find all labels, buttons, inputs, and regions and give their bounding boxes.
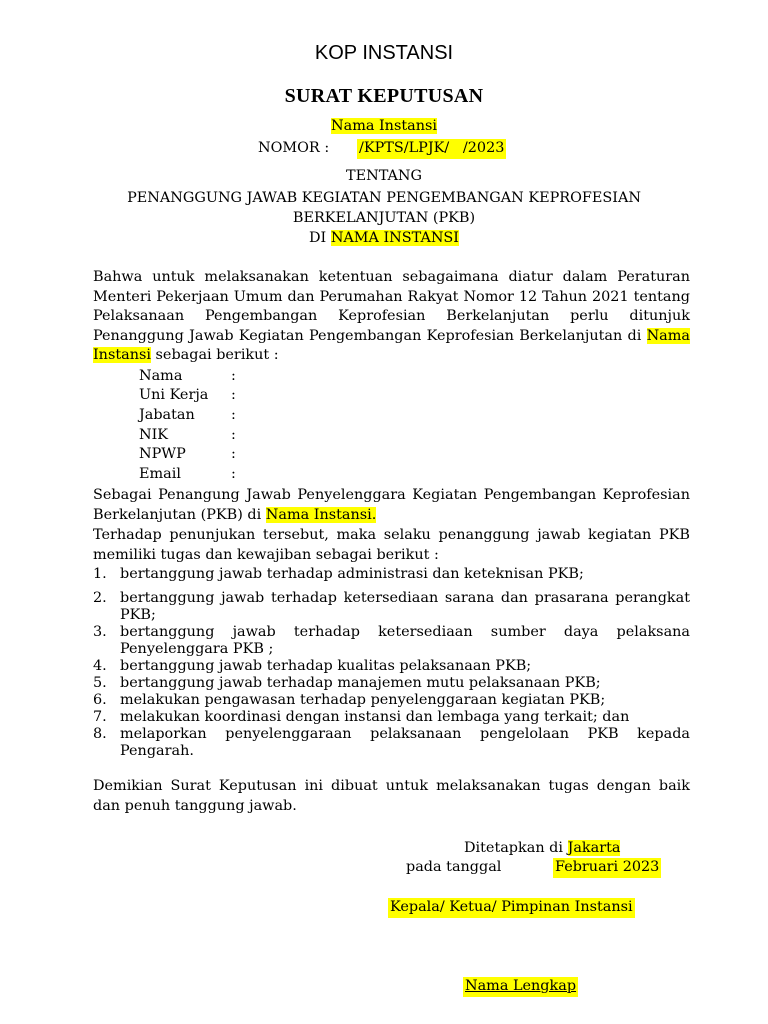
list-item: melakukan pengawasan terhadap penyelenggaraan kegiatan PKB;: [120, 692, 606, 708]
field-colon: :: [231, 446, 236, 462]
field-label-nik: NIK: [139, 427, 169, 443]
nomor-label: NOMOR :: [258, 140, 330, 156]
field-label-npwp: NPWP: [139, 446, 186, 462]
field-label-unit: Uni Kerja: [139, 387, 209, 403]
subject-line-1: PENANGGUNG JAWAB KEGIATAN PENGEMBANGAN KEPROFESIAN: [127, 190, 641, 206]
subject-location: [0, 230, 768, 246]
role-paragraph: [93, 486, 690, 525]
closing-paragraph: Demikian Surat Keputusan ini dibuat untuk melaksanakan tugas dengan baik dan penuh tanggung jawab.: [93, 778, 690, 814]
tentang-label: TENTANG: [346, 168, 422, 184]
list-number: 6.: [93, 692, 107, 708]
place-value: Jakarta: [567, 840, 621, 856]
letterhead-title: KOP INSTANSI: [314, 42, 454, 64]
field-colon: :: [231, 427, 236, 443]
nomor-value: /KPTS/LPJK/ /2023: [357, 139, 506, 159]
intro-paragraph: [93, 268, 690, 366]
signatory-position: Kepala/ Ketua/ Pimpinan Instansi: [388, 898, 635, 918]
field-label-nama: Nama: [139, 368, 183, 384]
role-institution: Nama Instansi.: [265, 506, 377, 523]
list-item: bertanggung jawab terhadap ketersediaan sumber daya pelaksana Penyelenggara PKB ;: [120, 624, 690, 657]
list-number: 4.: [93, 658, 107, 674]
list-item: bertanggung jawab terhadap administrasi dan keteknisan PKB;: [120, 566, 584, 582]
di-institution: NAMA INSTANSI: [330, 230, 459, 246]
institution-line: [0, 118, 768, 134]
document-title: SURAT KEPUTUSAN: [284, 85, 484, 107]
field-colon: :: [231, 387, 236, 403]
signature-place: [464, 839, 620, 859]
field-colon: :: [231, 368, 236, 384]
list-item: bertanggung jawab terhadap kualitas pelaksanaan PKB;: [120, 658, 532, 674]
field-label-jabatan: Jabatan: [139, 407, 195, 423]
intro-suffix: sebagai berikut :: [155, 347, 279, 363]
list-number: 7.: [93, 709, 107, 725]
signatory-name: Nama Lengkap: [463, 977, 578, 997]
intro-text: Bahwa untuk melaksanakan ketentuan sebagaimana diatur dalam Peraturan Menteri Pekerjaan Umum dan Perumahan Rakyat Nomor 12 Tahun 2021 tentang Pelaksanaan Pengembangan Keprofesian Berkelanjutan perlu ditunjuk Penanggung Jawab Kegiatan Pengembangan Keprofesian Berkelanjutan di: [93, 269, 690, 344]
list-item: bertanggung jawab terhadap manajemen mutu pelaksanaan PKB;: [120, 675, 601, 691]
place-label: Ditetapkan di: [464, 840, 563, 856]
date-label: pada tanggal: [406, 859, 502, 875]
field-label-email: Email: [139, 466, 181, 482]
list-item: melaporkan penyelenggaraan pelaksanaan pengelolaan PKB kepada Pengarah.: [120, 726, 690, 759]
institution-name: Nama Instansi: [331, 118, 437, 134]
list-item: melakukan koordinasi dengan instansi dan lembaga yang terkait; dan: [120, 709, 630, 725]
list-number: 1.: [93, 566, 107, 582]
role-text: Sebagai Penangung Jawab Penyelenggara Kegiatan Pengembangan Keprofesian Berkelanjutan (PKB) di: [93, 487, 690, 523]
list-number: 8.: [93, 726, 107, 742]
di-prefix: DI: [309, 230, 327, 246]
list-number: 2.: [93, 590, 107, 606]
field-colon: :: [231, 466, 236, 482]
duties-intro: Terhadap penunjukan tersebut, maka selaku penanggung jawab kegiatan PKB memiliki tugas dan kewajiban sebagai berikut :: [93, 527, 690, 563]
date-value: Februari 2023: [553, 858, 661, 878]
list-item: bertanggung jawab terhadap ketersediaan sarana dan prasarana perangkat PKB;: [120, 590, 690, 623]
list-number: 3.: [93, 624, 107, 640]
list-number: 5.: [93, 675, 107, 691]
subject-line-2: BERKELANJUTAN (PKB): [292, 210, 476, 226]
field-colon: :: [231, 407, 236, 423]
intro-institution: Nama Instansi: [93, 327, 690, 363]
